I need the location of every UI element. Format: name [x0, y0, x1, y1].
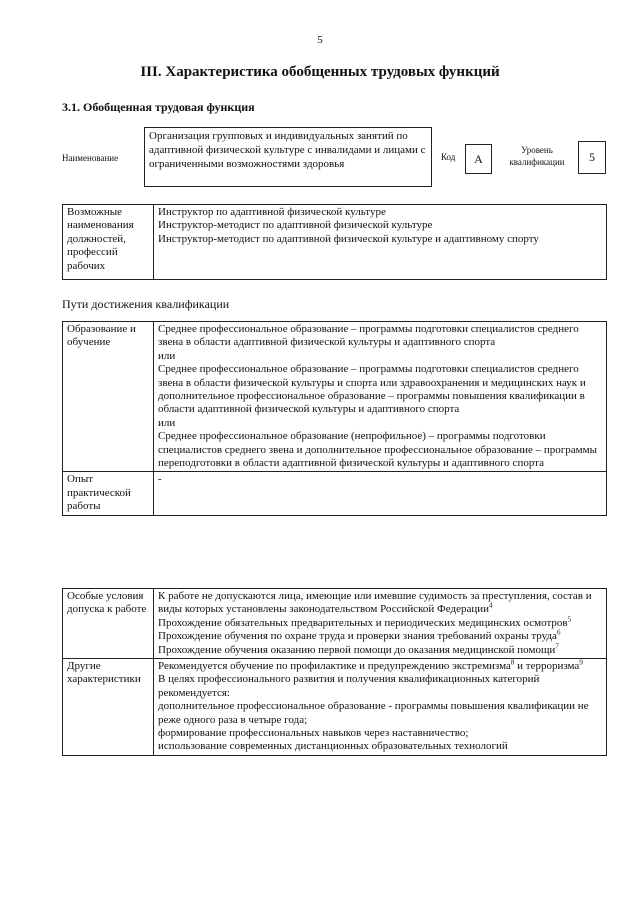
list-item: Инструктор-методист по адаптивной физической культуре [158, 219, 433, 232]
education-option-3: Среднее профессиональное образование (непрофильное) – программы подготовки специалистов среднего звена и дополнительное профессиональное образование – программы переподготовки в области адаптивной физической культуры и адаптивного спорта [158, 430, 597, 470]
subsection-title: 3.1. Обобщенная трудовая функция [62, 100, 255, 114]
table-row [63, 589, 607, 659]
footnote-ref: 8 [510, 658, 515, 667]
education-label: Образование и обучение [63, 322, 154, 472]
other-label: Другие характеристики [63, 659, 154, 756]
recommendation-item: использование современных дистанционных образовательных технологий [158, 740, 508, 753]
code-value: А [465, 144, 492, 174]
recommendation-item: В целях профессионального развития и получения квалификационных категорий рекомендуется: [158, 673, 540, 699]
level-label-line1: Уровень [521, 145, 553, 155]
paths-heading: Пути достижения квалификации [62, 297, 230, 311]
table-row [63, 205, 607, 280]
table-row [63, 472, 607, 515]
condition-item: Прохождение обучения оказанию первой помощи до оказания медицинской помощи$^7$ [158, 641, 559, 656]
qualification-level-value: 5 [578, 141, 606, 174]
positions-table [62, 204, 607, 280]
education-table [62, 321, 607, 516]
level-label-line2: квалификации [509, 157, 565, 167]
or-text: или [158, 416, 176, 429]
table-row [63, 322, 607, 472]
education-value [154, 322, 607, 472]
footnote-ref: 4 [489, 601, 493, 610]
conditions-value [154, 589, 607, 659]
function-name-value: Организация групповых и индивидуальных занятий по адаптивной физической культуре с инвалидами и лицами с ограниченными возможностями здоровья [144, 127, 432, 187]
footnote-ref: 9 [579, 658, 583, 667]
footnote-ref: 5 [567, 615, 572, 624]
experience-value: - [154, 472, 607, 515]
list-item: Инструктор по адаптивной физической культуре [158, 206, 386, 218]
conditions-label: Особые условия допуска к работе [63, 589, 154, 659]
education-option-2: Среднее профессиональное образование – программы подготовки специалистов среднего звена в области физической культуры и спорта или здравоохранения и медицинских наук и дополнительное профессиональное образование – программы повышения квалификации в области адаптивной физической культуры и адаптивного спорта [158, 363, 586, 416]
condition-item: Прохождение обязательных предварительных и периодических медицинских осмотров$^5$ [158, 615, 572, 629]
footnote-ref: 7 [555, 641, 559, 650]
experience-label: Опыт практической работы [63, 472, 154, 515]
recommendation-item: Рекомендуется обучение по профилактике и предупреждению экстремизма$^8$ и терроризма$^9$ [158, 658, 583, 673]
footnote-ref: 6 [556, 628, 561, 637]
or-text: или [158, 349, 176, 362]
education-option-1: Среднее профессиональное образование – программы подготовки специалистов среднего звена в области адаптивной физической культуры и адаптивного спорта [158, 323, 579, 349]
positions-list [154, 205, 607, 280]
positions-label: Возможные наименования должностей, профессий рабочих [63, 205, 154, 280]
page-number: 5 [317, 34, 323, 46]
name-label: Наименование [62, 153, 119, 163]
code-label: Код [441, 152, 456, 162]
list-item: Инструктор-методист по адаптивной физической культуре и адаптивному спорту [158, 232, 539, 245]
conditions-table [62, 588, 607, 756]
condition-item: Прохождение обучения по охране труда и проверки знания требований охраны труда$^6$ [158, 628, 561, 643]
recommendation-item: дополнительное профессиональное образование - программы повышения квалификации не реже одного раза в четыре года; [158, 700, 589, 726]
other-value [154, 659, 607, 756]
section-title: III. Характеристика обобщенных трудовых функций [140, 64, 500, 80]
table-row [63, 659, 607, 756]
qualification-level-label [502, 144, 572, 168]
condition-item: К работе не допускаются лица, имеющие или имевшие судимость за преступления, состав и виды которых установлены законодательством Российской Федерации$^4$ [158, 590, 592, 616]
recommendation-item: формирование профессиональных навыков через наставничество; [158, 727, 469, 740]
